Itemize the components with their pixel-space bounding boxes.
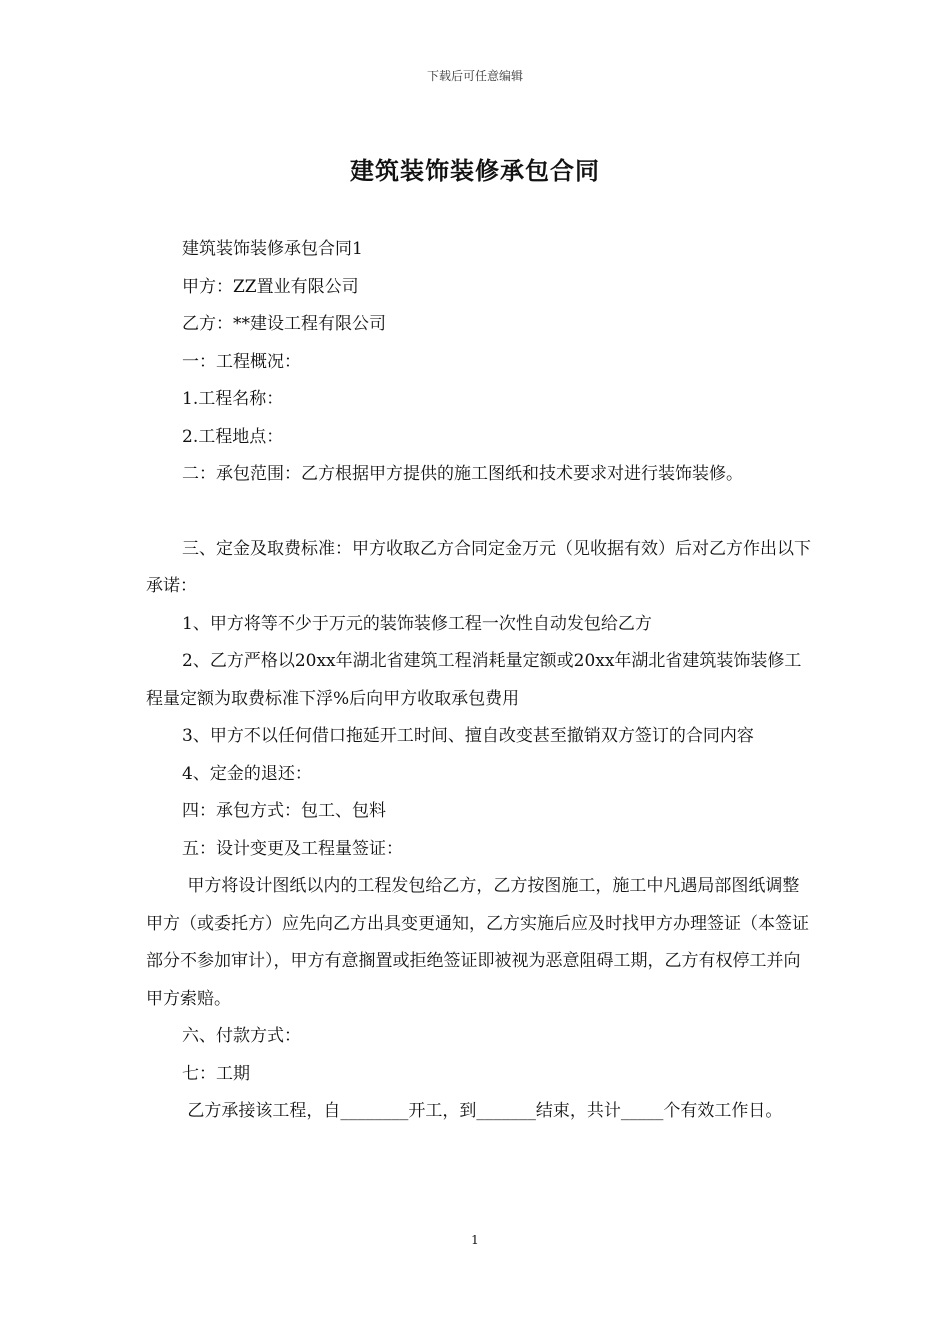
paragraph-project-name: 1.工程名称： — [182, 389, 284, 409]
paragraph-clause-3-2: 2、乙方严格以20xx年湖北省建筑工程消耗量定额或20xx年湖北省建筑装饰装修工程量定额为取费标准下浮%后向甲方收取承包费用 — [146, 651, 802, 709]
paragraph-clause-3-4: 4、定金的退还： — [182, 763, 312, 784]
paragraph-gap — [146, 494, 816, 531]
paragraph-section-7-body: 乙方承接该工程，自________开工，到_______结束，共计_____个有效工作日。 — [182, 1101, 783, 1121]
document-body — [146, 231, 816, 1131]
paragraph-section-1: 一：工程概况： — [182, 351, 301, 372]
paragraph-section-5: 五：设计变更及工程量签证： — [182, 838, 403, 859]
paragraph-section-6: 六、付款方式： — [182, 1026, 301, 1046]
paragraph-section-3: 三、定金及取费标准：甲方收取乙方合同定金万元（见收据有效）后对乙方作出以下承诺： — [146, 538, 811, 596]
paragraph-section-4: 四：承包方式：包工、包料 — [182, 801, 386, 821]
paragraph-section-5-body: 甲方将设计图纸以内的工程发包给乙方，乙方按图施工，施工中凡遇局部图纸调整甲方（或委托方）应先向乙方出具变更通知，乙方实施后应及时找甲方办理签证（本签证部分不参加审计），甲方有意搁置或拒绝签证即被视为恶意阻碍工期，乙方有权停工并向甲方索赔。 — [146, 876, 809, 1009]
paragraph-section-7: 七：工期 — [182, 1063, 250, 1084]
page-header: 下载后可任意编辑 — [426, 69, 523, 83]
paragraph-section-2: 二：承包范围：乙方根据甲方提供的施工图纸和技术要求对进行装饰装修。 — [182, 464, 743, 484]
paragraph-clause-3-1: 1、甲方将等不少于万元的装饰装修工程一次性自动发包给乙方 — [182, 613, 652, 634]
page-number: 1 — [471, 1233, 479, 1247]
paragraph-clause-3-3: 3、甲方不以任何借口拖延开工时间、擅自改变甚至撤销双方签订的合同内容 — [182, 726, 754, 746]
paragraph-party-b: 乙方：**建设工程有限公司 — [182, 314, 386, 334]
document-title: 建筑装饰装修承包合同 — [350, 156, 600, 185]
paragraph-contract-name: 建筑装饰装修承包合同1 — [182, 239, 363, 259]
paragraph-party-a: 甲方：ZZ置业有限公司 — [182, 276, 359, 297]
paragraph-project-location: 2.工程地点： — [182, 426, 284, 447]
